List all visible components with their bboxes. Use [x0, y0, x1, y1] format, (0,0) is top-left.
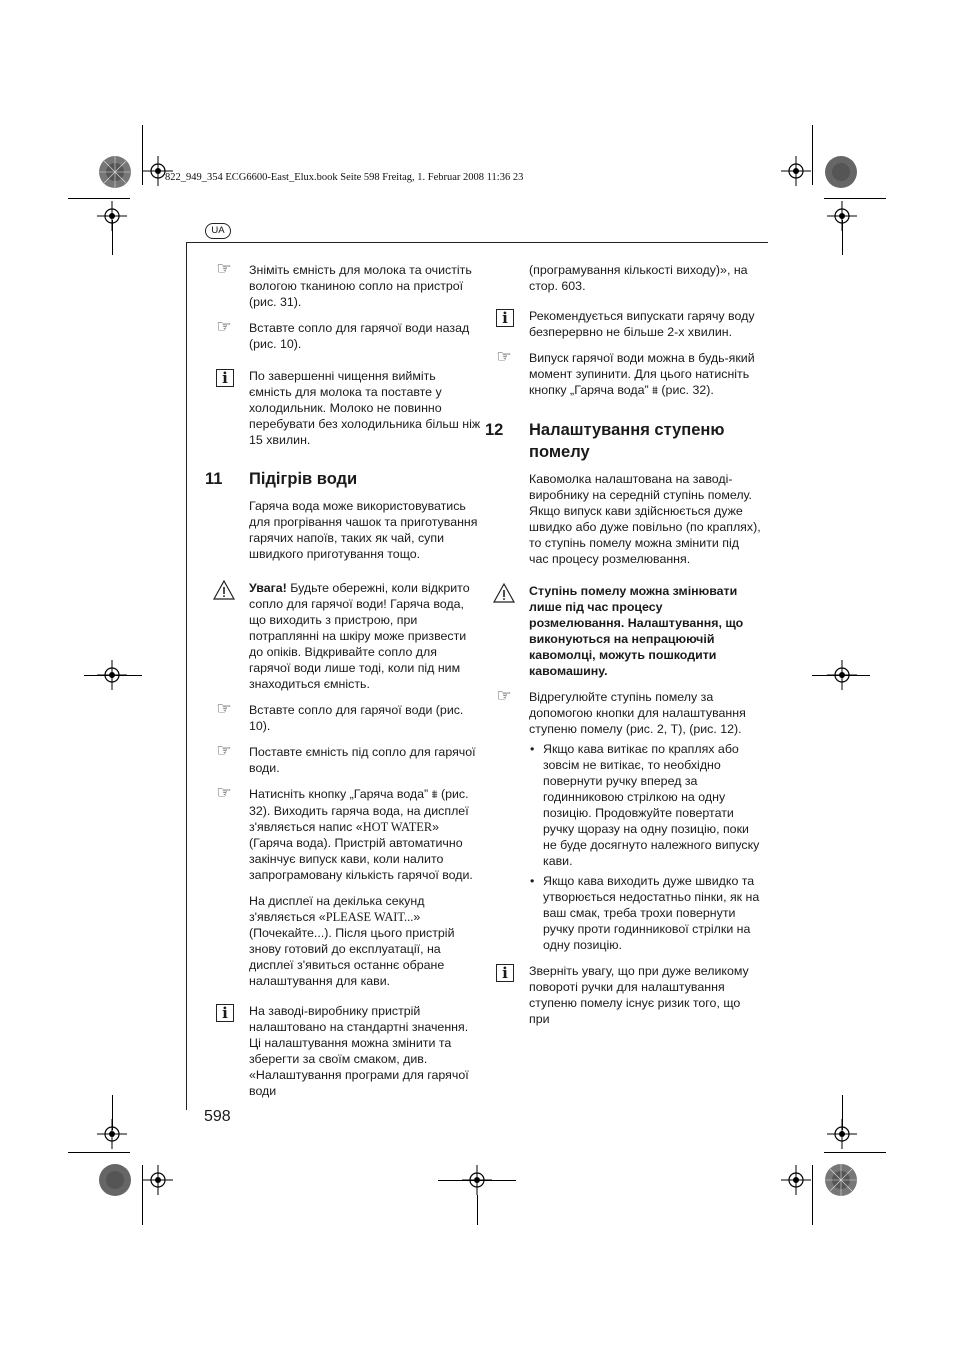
- warning-note: [249, 580, 481, 692]
- instruction-text: Випуск гарячої води можна в будь-який момент зупинити. Для цього натисніть кнопку „Гаряча вода”: [529, 351, 755, 397]
- registration-mark-icon: [823, 154, 859, 190]
- crosshair-icon: [781, 1165, 811, 1195]
- pointing-hand-icon: ☞: [496, 347, 512, 367]
- info-note: [222, 368, 481, 448]
- instruction-text: Натисніть кнопку „Гаряча вода”: [249, 787, 432, 801]
- section-number: 11: [205, 470, 223, 488]
- crosshair-icon: [781, 156, 811, 186]
- instruction-text: Вставте сопло для гарячої води назад (рис. 10).: [249, 321, 470, 351]
- instruction-item: [216, 317, 481, 352]
- paragraph: [249, 893, 481, 989]
- section-title: Підігрів води: [249, 470, 358, 488]
- section-number: 12: [485, 421, 504, 439]
- paragraph-text: » (Почекайте...). Після цього пристрій знову готовий до експлуатації, на дисплеї з'явиться останнє обране налаштування для кави.: [249, 910, 455, 988]
- warning-note: [529, 583, 761, 679]
- section-heading-12: [485, 419, 761, 463]
- pointing-hand-icon: ☞: [496, 686, 512, 706]
- bullet-item: • Якщо кава витікає по краплях або зовсім не витікає, то необхідно повернути ручку вперед за годинниковою стрілкою на одну позицію. Продовжуйте повертати ручку щоразу на одну позицію, поки не буде досягнуто належного випуску кави.: [529, 741, 761, 869]
- pointing-hand-icon: ☞: [216, 317, 232, 337]
- pointing-hand-icon: ☞: [216, 259, 232, 279]
- display-message: PLEASE WAIT...: [325, 910, 414, 924]
- margin-divider: [186, 242, 187, 1110]
- right-column: [485, 262, 761, 1037]
- info-text: Зверніть увагу, що при дуже великому повороті ручки для налаштування ступеню помелу існує ризик того, що при: [529, 964, 749, 1026]
- hot-water-tap-icon: ⩩: [652, 384, 658, 397]
- warning-text: Ступінь помелу можна змінювати лише під час процесу розмелювання. Налаштування, що виконуються на непрацюючій кавомолці, можуть пошкодити кавомашину.: [529, 584, 744, 678]
- warning-label: Увага!: [249, 581, 287, 595]
- info-text: Рекомендується випускати гарячу воду безперервно не більше 2-х хвилин.: [529, 309, 755, 339]
- instruction-item: [216, 783, 481, 883]
- warning-text: Будьте обережні, коли відкрито сопло для гарячої води! Гаряча вода, що виходить з пристрою, при потраплянні на шкіру може призвести до опіків. Відкривайте сопло для гарячої води лише тоді, коли під ним знаходиться ємність.: [249, 581, 470, 691]
- instruction-item: [496, 686, 761, 737]
- info-note: [502, 963, 761, 1027]
- info-icon: i: [216, 1004, 234, 1022]
- info-text: На заводі-виробнику пристрій налаштовано на стандартні значення. Ці налаштування можна змінити та зберегти за своїм смаком, див. «Налаштування програми для гарячої води: [249, 1004, 469, 1098]
- paragraph-text: На дисплеї на декілька секунд з'являється «: [249, 894, 425, 924]
- display-message: HOT WATER: [362, 820, 433, 834]
- section-heading-11: [205, 468, 481, 490]
- info-note: [502, 308, 761, 340]
- instruction-item: [216, 259, 481, 310]
- registration-mark-icon: [823, 1162, 859, 1198]
- bullet-item: • Якщо кава виходить дуже швидко та утворюється недостатньо пінки, як на ваш смак, треба трохи повернути ручку проти годинникової стрілки на одну позицію.: [529, 873, 761, 953]
- info-text: По завершенні чищення вийміть ємність для молока та поставте у холодильник. Молоко не повинно перебувати без холодильника більш ніж 15 хвилин.: [249, 369, 481, 447]
- info-icon: i: [216, 369, 234, 387]
- info-note: [222, 1003, 481, 1099]
- section-intro: Кавомолка налаштована на заводі-виробнику на середній ступінь помелу. Якщо випуск кави здійснюється дуже швидко або дуже повільно (по краплях), то ступінь помелу можна змінити під час процесу розмелювання.: [529, 472, 761, 566]
- section-intro: Гаряча вода може використовуватись для прогрівання чашок та приготування гарячих напоїв, таких як чай, супи швидкого приготування тощо.: [249, 499, 478, 561]
- warning-icon: [493, 583, 515, 603]
- instruction-text: » (Гаряча вода). Пристрій автоматично закінчує випуск кави, коли налито запрограмовану кількість гарячої води.: [249, 820, 473, 882]
- language-badge: UA: [205, 223, 231, 239]
- section-title: Налаштування ступеню помелу: [529, 421, 725, 461]
- warning-icon: [213, 580, 235, 600]
- file-info-header: 822_949_354 ECG6600-East_Elux.book Seite 598 Freitag, 1. Februar 2008 11:36 23: [165, 172, 524, 183]
- instruction-text: Зніміть ємність для молока та очистіть вологою тканиною сопло на пристрої (рис. 31).: [249, 263, 472, 309]
- paragraph: (програмування кількості виходу)», на стор. 603.: [529, 263, 748, 293]
- info-icon: i: [496, 309, 514, 327]
- info-icon: i: [496, 964, 514, 982]
- instruction-text: Відрегулюйте ступінь помелу за допомогою кнопки для налаштування ступеню помелу (рис. 2, T), (рис. 12).: [529, 690, 746, 736]
- registration-mark-icon: [97, 1162, 133, 1198]
- instruction-text: (рис. 32). Виходить гаряча вода, на дисплеї з'являється напис «: [249, 787, 469, 834]
- registration-mark-icon: [97, 154, 133, 190]
- pointing-hand-icon: ☞: [216, 783, 232, 803]
- hot-water-tap-icon: ⩩: [431, 788, 438, 801]
- instruction-text: (рис. 32).: [657, 383, 714, 397]
- left-column: [205, 259, 481, 1109]
- instruction-text: Поставте ємність під сопло для гарячої води.: [249, 745, 476, 775]
- instruction-text: Вставте сопло для гарячої води (рис. 10).: [249, 703, 464, 733]
- crosshair-icon: [143, 1165, 173, 1195]
- header-divider: [186, 242, 768, 243]
- pointing-hand-icon: ☞: [216, 699, 232, 719]
- instruction-item: [216, 741, 481, 776]
- pointing-hand-icon: ☞: [216, 741, 232, 761]
- instruction-item: [216, 699, 481, 734]
- instruction-item: [496, 347, 761, 399]
- page-number: 598: [204, 1108, 231, 1125]
